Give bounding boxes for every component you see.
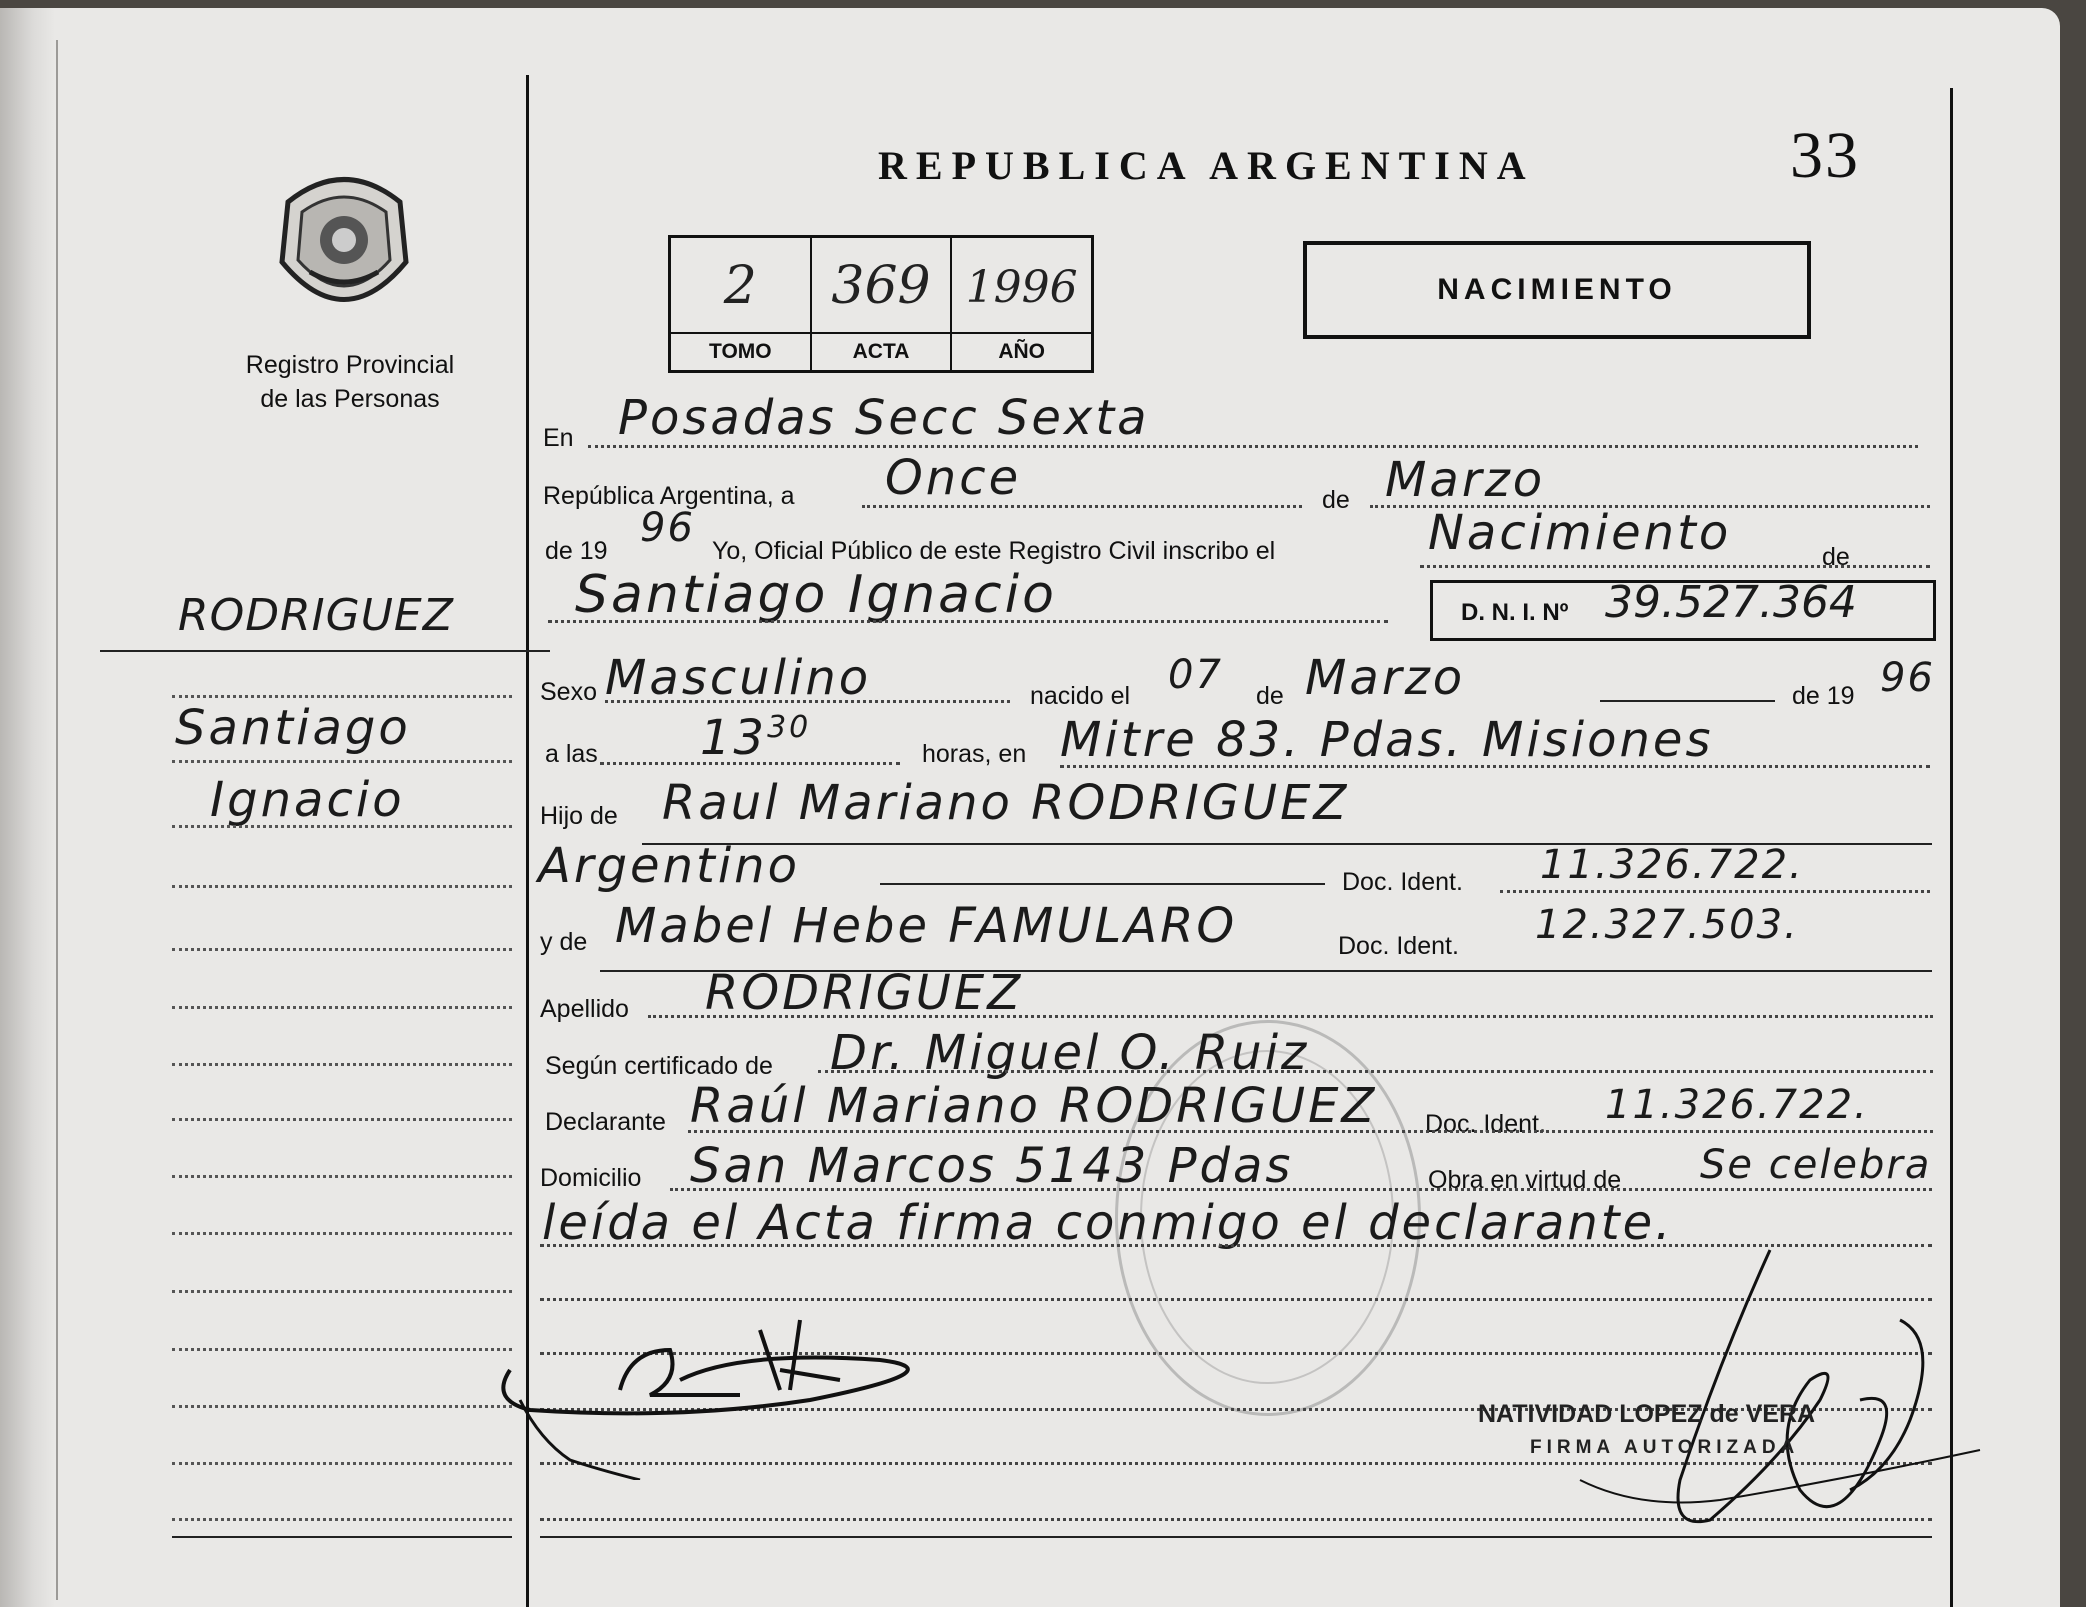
declarante-label: Declarante: [545, 1108, 666, 1136]
mother-doc: 12.327.503.: [1535, 902, 1799, 948]
apellido-value: RODRIGUEZ: [705, 965, 1024, 1021]
hour-line: [600, 762, 900, 765]
margin-line: [172, 1348, 512, 1351]
de19-label: de 19: [545, 537, 608, 565]
margin-line: [172, 948, 512, 951]
ano-cell: [952, 238, 1091, 370]
en-label: En: [543, 424, 574, 452]
act-value: Nacimiento: [1428, 505, 1732, 561]
sexo-value: Masculino: [605, 650, 872, 706]
child-line: [548, 620, 1388, 623]
de-label: de: [1322, 486, 1350, 514]
margin-line: [172, 1118, 512, 1121]
mother-value: Mabel Hebe FAMULARO: [615, 898, 1238, 954]
official-role: FIRMA AUTORIZADA: [1530, 1437, 1800, 1458]
de19-label-2: de 19: [1792, 682, 1855, 710]
segun-line: [818, 1070, 1933, 1073]
father-doc: 11.326.722.: [1540, 842, 1804, 888]
declarant-signature: [480, 1310, 980, 1480]
acta-cell: [812, 238, 953, 370]
segun-value: Dr. Miguel O. Ruiz: [830, 1025, 1310, 1081]
margin-line: [172, 1518, 512, 1521]
official-name: NATIVIDAD LOPEZ de VERA: [1478, 1400, 1816, 1428]
margin-given-1: Santiago: [175, 700, 411, 756]
hour-value: [700, 710, 811, 766]
country-title: REPUBLICA ARGENTINA: [878, 143, 1535, 188]
margin-line: [172, 760, 512, 763]
birth-year: 96: [1880, 655, 1935, 701]
apellido-line: [648, 1015, 1933, 1018]
margin-line: [172, 1462, 512, 1465]
hour-minutes: 30: [767, 710, 812, 745]
en-value: Posadas Secc Sexta: [618, 390, 1150, 446]
father-nationality: Argentino: [538, 838, 800, 894]
day-value: Once: [885, 450, 1022, 506]
doc-label-2: Doc. Ident.: [1338, 932, 1459, 960]
hijo-label: Hijo de: [540, 802, 618, 830]
margin-line: [172, 1006, 512, 1009]
margin-rule: [100, 650, 550, 652]
doc-label: Doc. Ident.: [1342, 868, 1463, 896]
declarante-value: Raúl Mariano RODRIGUEZ: [690, 1078, 1378, 1134]
month-value: Marzo: [1385, 452, 1546, 508]
tomo-value: 2: [723, 256, 757, 316]
year-value: 96: [640, 505, 695, 551]
doc-label-3: Doc. Ident.: [1425, 1110, 1546, 1138]
margin-bottom-rule: [172, 1536, 512, 1538]
place-line: [1060, 765, 1930, 768]
nacido-label: nacido el: [1030, 682, 1131, 710]
yo-text: Yo, Oficial Público de este Registro Civil inscribo el: [712, 537, 1276, 565]
margin-line: [172, 1290, 512, 1293]
binding-line: [56, 40, 58, 1600]
record-type-box: NACIMIENTO: [1303, 241, 1811, 339]
margin-line: [172, 1063, 512, 1066]
margin-line: [172, 695, 512, 698]
margin-line: [172, 1405, 512, 1408]
declarante-line: [688, 1130, 1933, 1133]
domicilio-line: [670, 1188, 1932, 1191]
acta-value: 369: [831, 256, 931, 316]
alas-label: a las: [545, 740, 598, 768]
province-seal: [268, 162, 420, 322]
official-signature: [1520, 1240, 2000, 1540]
margin-given-2: Ignacio: [210, 772, 405, 828]
book-spine-shadow: [0, 8, 55, 1607]
dni-label: D. N. I. Nº: [1461, 599, 1569, 626]
tomo-cell: [671, 238, 812, 370]
domicilio-label: Domicilio: [540, 1164, 642, 1192]
obra-value: Se celebra: [1700, 1142, 1932, 1188]
margin-line: [172, 885, 512, 888]
margin-surname: RODRIGUEZ: [178, 590, 454, 641]
place-value: Mitre 83. Pdas. Misiones: [1060, 712, 1714, 768]
margin-line: [172, 1175, 512, 1178]
registry-line1: Registro Provincial: [245, 351, 455, 379]
father-doc-line: [1500, 890, 1930, 893]
sexo-line: [605, 700, 1010, 703]
apellido-label: Apellido: [540, 995, 629, 1023]
sexo-label: Sexo: [540, 678, 597, 706]
yde-label: y de: [540, 928, 588, 956]
margin-line: [172, 825, 512, 828]
father-value: Raul Mariano RODRIGUEZ: [662, 775, 1350, 831]
dni-value: 39.527.364: [1605, 577, 1857, 628]
de-label-2: de: [1822, 543, 1850, 571]
hour-main: 13: [700, 710, 768, 766]
acta-label: ACTA: [812, 332, 951, 370]
page-number: 33: [1790, 119, 1860, 192]
tomo-label: TOMO: [671, 332, 810, 370]
closing-value: leída el Acta firma conmigo el declarante.: [542, 1195, 1674, 1251]
ano-label: AÑO: [952, 332, 1091, 370]
birth-month-line: [1600, 700, 1775, 702]
rep-label: República Argentina, a: [543, 482, 795, 510]
act-line: [1420, 565, 1930, 568]
dni-box: [1430, 577, 1936, 641]
registry-line2: de las Personas: [260, 385, 440, 413]
child-name: Santiago Ignacio: [575, 565, 1057, 625]
declarante-doc: 11.326.722.: [1605, 1082, 1869, 1128]
birth-month: Marzo: [1305, 650, 1466, 706]
record-number-box: [668, 235, 1094, 373]
nationality-line: [880, 883, 1325, 885]
birth-day: 07: [1168, 652, 1223, 698]
registry-title: [200, 348, 500, 416]
segun-label: Según certificado de: [545, 1052, 773, 1080]
horas-label: horas, en: [922, 740, 1027, 768]
ano-value: 1996: [965, 262, 1078, 313]
margin-line: [172, 1232, 512, 1235]
obra-label: Obra en virtud de: [1428, 1166, 1622, 1194]
domicilio-value: San Marcos 5143 Pdas: [690, 1138, 1294, 1194]
de-label-3: de: [1256, 682, 1284, 710]
